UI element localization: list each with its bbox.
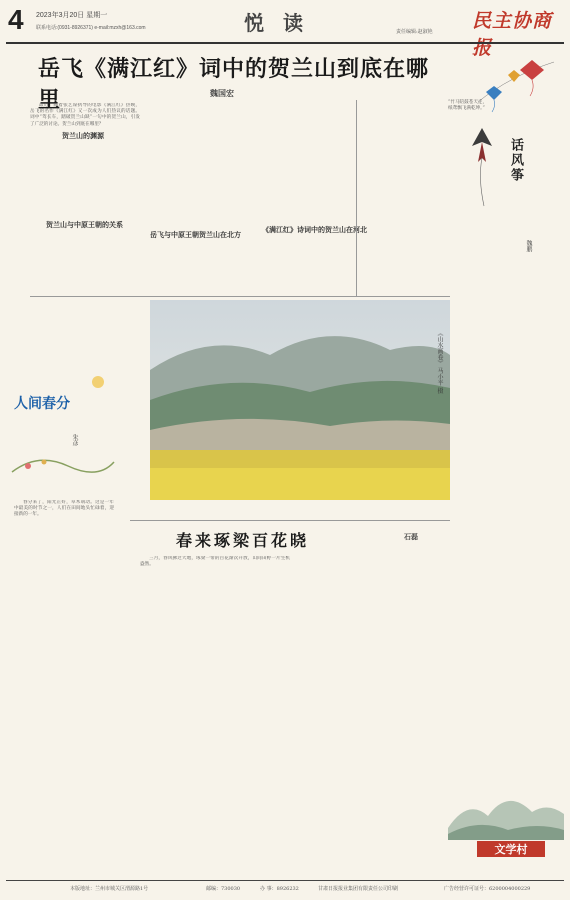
footer-address: 本版地址：兰州市城关区渭源路1号 bbox=[70, 886, 149, 892]
poem-author: 魏鹏 bbox=[525, 240, 532, 252]
ink-landscape-illustration bbox=[448, 778, 564, 840]
article2-col-1 bbox=[140, 556, 290, 616]
footer-postcode: 邮编：730030 bbox=[206, 886, 241, 892]
column-stamp-logo bbox=[476, 840, 546, 858]
left-feature-excerpt: 春分来了，阳光正好，草木萌动。这是一年中最美的时节之一，人们在田间地头忙碌着，迎接新的一年。 bbox=[14, 500, 114, 518]
footer-phone: 办 事：8926232 bbox=[260, 886, 299, 892]
left-feature-body bbox=[14, 500, 114, 560]
column-divider bbox=[356, 100, 357, 296]
spring-equinox-illustration bbox=[8, 362, 118, 492]
article1-col-1 bbox=[30, 103, 140, 215]
article2-excerpt: 三月，春风拂过大地，琢梁一带的百花渐次开放，山间田野一片生机盎然。 bbox=[140, 556, 290, 568]
photo-caption: 《山水画卷》 马小平 摄 bbox=[436, 330, 443, 394]
article1-subhead-1: 贺兰山的渊源 bbox=[62, 131, 104, 140]
footer-ad-license: 广告经营许可证号：6200004000229 bbox=[444, 886, 531, 892]
swallow-kite-illustration bbox=[468, 122, 496, 210]
page-contact: 联系电话:(0931-8926371) e-mail:mzxh@163.com bbox=[36, 25, 146, 31]
article1-subhead-3: 岳飞与中原王朝贺兰山在北方 bbox=[150, 230, 241, 239]
poem-title: 话风筝 bbox=[508, 138, 523, 183]
article1-excerpt: 最近，随着张艺谋执导的电影《满江红》热映，岳飞的名作《满江红》又一次成为人们热议的话题。词中“驾长车，踏破贺兰山缺”一句中的贺兰山，引发了广泛的讨论。贺兰山到底在哪里？ bbox=[30, 103, 140, 127]
stamp-text: 文学村 bbox=[494, 843, 528, 856]
section-divider bbox=[130, 520, 450, 521]
left-feature-title: 人间春分 bbox=[14, 396, 70, 412]
header-rule bbox=[6, 42, 564, 44]
landscape-photo bbox=[150, 300, 450, 500]
section-divider bbox=[30, 296, 450, 297]
article1-byline: 魏国宏 bbox=[210, 88, 234, 98]
article2-title: 春来琢梁百花晓 bbox=[176, 531, 310, 550]
poem-quote: “竹马陪鼓苍天走，纸鸢飘飞满乾坤。” bbox=[448, 100, 488, 111]
left-feature-author: 朱彦 bbox=[71, 434, 78, 446]
article1-subhead-2: 贺兰山与中原王朝的关系 bbox=[46, 220, 123, 229]
page-header bbox=[0, 0, 570, 59]
page-date: 2023年3月20日 星期一 bbox=[36, 12, 108, 19]
section-title: 悦 读 bbox=[244, 11, 309, 35]
masthead-logo: 民主协商报 bbox=[472, 10, 553, 59]
footer-printer: 甘肃日报报业集团有限责任公司印刷 bbox=[318, 886, 399, 892]
page-number: 4 bbox=[8, 4, 24, 35]
editor-line: 责任编辑:赵淑艳 bbox=[396, 29, 433, 35]
article2-byline: 石磊 bbox=[404, 532, 418, 541]
article1-title: 岳飞《满江红》词中的贺兰山到底在哪里 bbox=[38, 56, 430, 113]
page-footer bbox=[6, 880, 564, 892]
article1-subhead-4: 《满江红》诗词中的贺兰山在河北 bbox=[262, 225, 367, 234]
